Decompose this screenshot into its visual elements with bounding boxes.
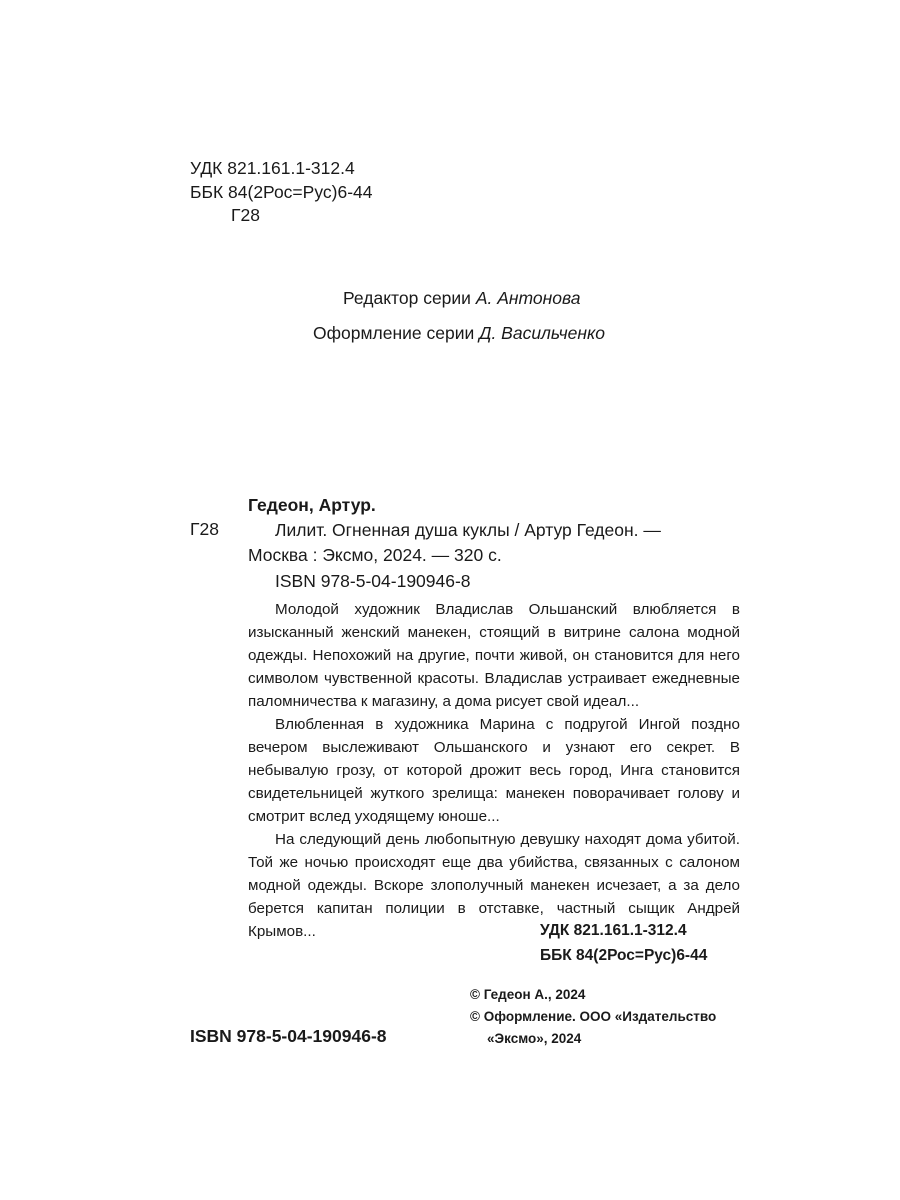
annotation-paragraph: Молодой художник Владислав Ольшанский влюбляется в изысканный женский манекен, стоящий в витрине салона модной одежды. Непохожий на другие, почти живой, он становится для него символом чувственной красоты. Владислав устраивает ежедневные паломничества к магазину, а дома рисует свой идеал... [248,601,740,710]
isbn-line: ISBN 978-5-04-190946-8 [275,571,471,591]
copyright-author: © Гедеон А., 2024 [470,987,586,1002]
author-sign: Г28 [231,205,260,225]
title-line-2: Москва : Эксмо, 2024. — 320 с. [248,545,502,565]
annotation-paragraph: На следующий день любопытную девушку находят дома убитой. Той же ночью происходят еще два убийства, связанных с салоном модной одежды. Вскоре злополучный манекен исчезает, а за дело берется капитан полиции в отставке, частный сыщик Андрей Крымов... [248,831,740,940]
series-design-name: Д. Васильченко [479,323,605,343]
bibliographic-description [248,518,748,568]
series-editor-label: Редактор серии [343,288,476,308]
udk-code-bottom: УДК 821.161.1-312.4 [540,922,687,939]
author-heading: Гедеон, Артур. [248,495,376,515]
annotation [248,598,740,943]
series-design [313,322,605,344]
bbk-code: ББК 84(2Рос=Рус)6-44 [190,181,373,202]
classification-bottom [540,918,707,968]
isbn-bottom: ISBN 978-5-04-190946-8 [190,1026,387,1046]
bib-author-sign: Г28 [190,519,219,539]
copyright-publisher: «Эксмо», 2024 [487,1031,582,1046]
series-design-label: Оформление серии [313,323,480,343]
title-line-1: Лилит. Огненная душа куклы / Артур Гедеон. — [275,520,661,540]
copyright-block [470,984,716,1050]
annotation-paragraph: Влюбленная в художника Марина с подругой Ингой поздно вечером выслеживают Ольшанского и узнают его секрет. В небывалую грозу, от которой дрожит весь город, Инга становится свидетельницей жуткого зрелища: манекен поворачивает голову и смотрит вслед уходящему юноше... [248,716,740,825]
series-editor-name: А. Антонова [475,288,581,308]
series-editor [343,287,581,309]
copyright-design: © Оформление. ООО «Издательство [470,1009,717,1024]
classification-top [190,157,373,228]
udk-code: УДК 821.161.1-312.4 [190,158,355,178]
bbk-code-bottom: ББК 84(2Рос=Рус)6-44 [540,947,708,964]
